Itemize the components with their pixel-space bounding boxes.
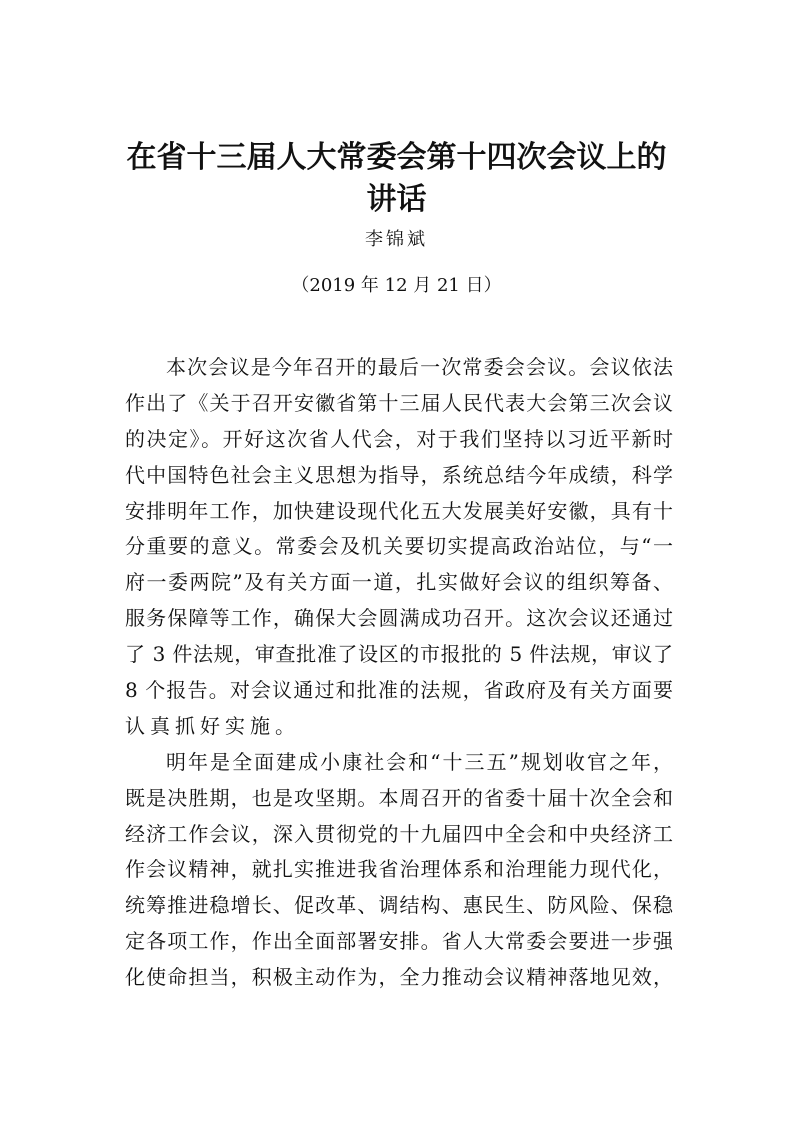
paragraph-line: 明年是全面建成小康社会和“十三五”规划收官之年，: [166, 749, 673, 774]
paragraph-line: 作出了《关于召开安徽省第十三届人民代表大会第三次会议: [125, 390, 673, 415]
document-title-line-2: 讲话: [366, 182, 427, 217]
paragraph: [125, 745, 673, 996]
paragraph-line: 认真抓好实施。: [125, 713, 300, 738]
paragraph-line: 的决定》。开好这次省人代会，对于我们坚持以习近平新时: [125, 426, 673, 451]
paragraph-line: 经济工作会议，深入贯彻党的十九届四中全会和中央经济工: [125, 821, 673, 846]
paragraph-line: 代中国特色社会主义思想为指导，系统总结今年成绩，科学: [125, 462, 673, 487]
paragraph-line: 既是决胜期，也是攻坚期。本周召开的省委十届十次全会和: [125, 785, 673, 810]
paragraph-line: 统筹推进稳增长、促改革、调结构、惠民生、防风险、保稳: [125, 893, 673, 918]
paragraph-line: 8 个报告。对会议通过和批准的法规，省政府及有关方面要: [125, 678, 673, 703]
document-title-line-1: 在省十三届人大常委会第十四次会议上的: [126, 140, 667, 175]
speech-date: （2019 年 12 月 21 日）: [291, 275, 502, 296]
paragraph-line: 作会议精神，就扎实推进我省治理体系和治理能力现代化，: [125, 857, 673, 882]
author-name: 李锦斌: [365, 229, 428, 250]
paragraph-line: 本次会议是今年召开的最后一次常委会会议。会议依法: [166, 355, 673, 379]
paragraph-line: 安排明年工作，加快建设现代化五大发展美好安徽，具有十: [125, 498, 673, 523]
paragraph-line: 服务保障等工作，确保大会圆满成功召开。这次会议还通过: [125, 606, 673, 631]
paragraph-line: 了 3 件法规，审查批准了设区的市报批的 5 件法规，审议了: [125, 642, 673, 667]
paragraph-line: 分重要的意义。常委会及机关要切实提高政治站位，与“一: [125, 534, 673, 559]
paragraph-line: 化使命担当，积极主动作为，全力推动会议精神落地见效，: [125, 965, 673, 990]
paragraph-line: 府一委两院”及有关方面一道，扎实做好会议的组织筹备、: [125, 570, 673, 595]
document-body: [125, 350, 673, 996]
paragraph-line: 定各项工作，作出全面部署安排。省人大常委会要进一步强: [125, 929, 673, 954]
paragraph: [125, 350, 673, 745]
